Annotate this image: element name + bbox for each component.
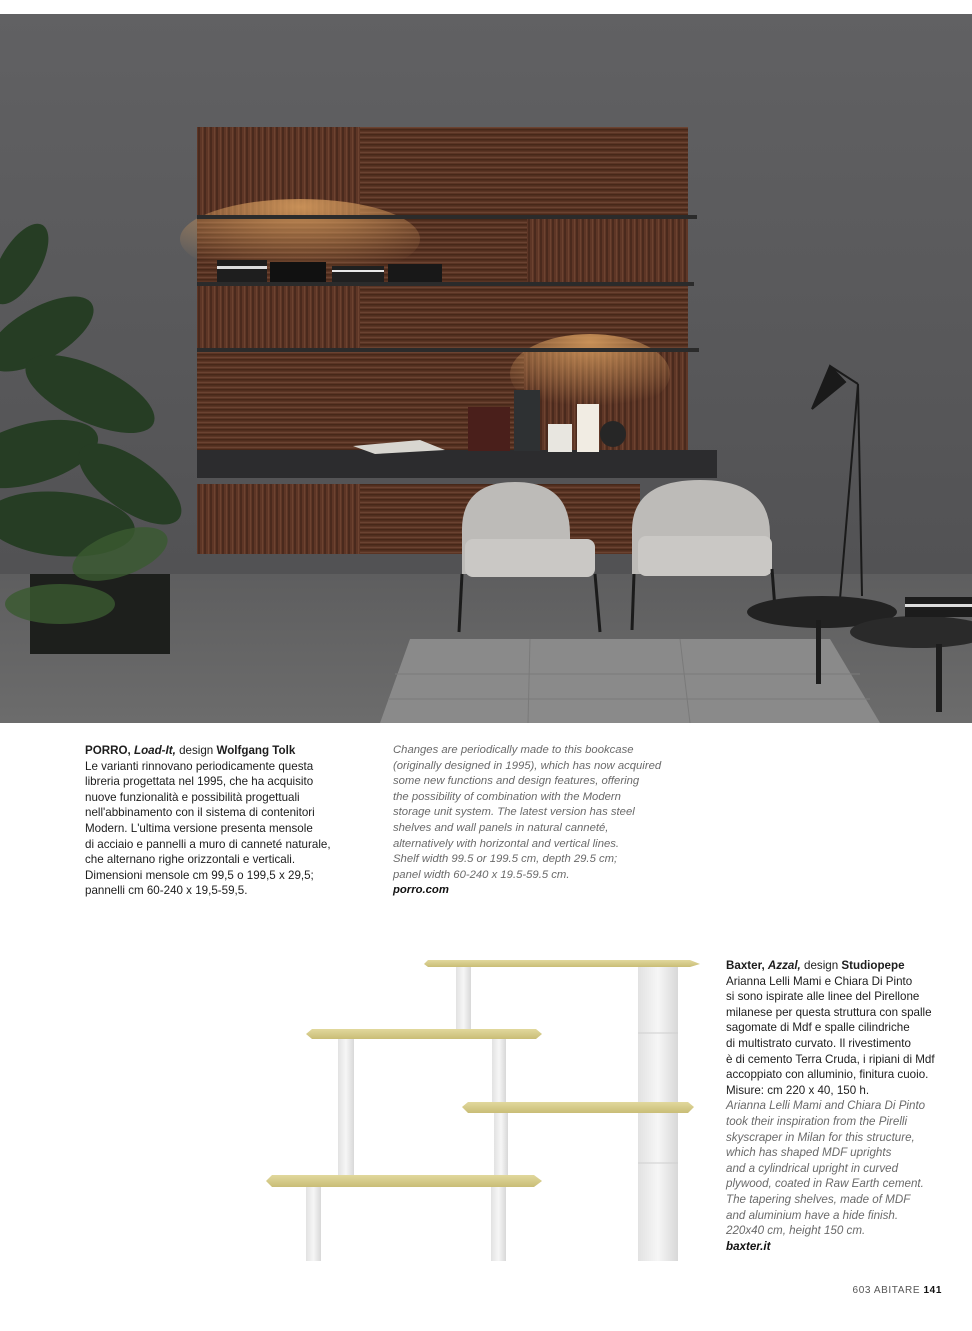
- porro-en-line: alternatively with horizontal and vertical lines.: [393, 837, 620, 850]
- porro-it-line: di acciaio e pannelli a muro di canneté naturale,: [85, 837, 331, 851]
- baxter-designer: Studiopepe: [841, 959, 905, 972]
- upright-bottom-mid: [491, 1183, 506, 1261]
- folio-page-number: 141: [923, 1285, 942, 1296]
- porro-brand: PORRO,: [85, 744, 131, 757]
- baxter-it-line: milanese per questa struttura con spalle: [726, 1005, 932, 1019]
- baxter-brand: Baxter,: [726, 959, 765, 972]
- porro-it-line: nuove funzionalità e possibilità progettuali: [85, 790, 300, 804]
- baxter-it-line: si sono ispirate alle linee del Pirellone: [726, 990, 920, 1004]
- porro-designer: Wolfgang Tolk: [216, 744, 296, 757]
- rug: [380, 639, 880, 723]
- porro-en-line: Shelf width 99.5 or 199.5 cm, depth 29.5 cm;: [393, 853, 618, 866]
- porro-caption-english: [393, 743, 693, 899]
- porro-product: Load-It,: [133, 744, 176, 757]
- baxter-en-line: The tapering shelves, made of MDF: [726, 1192, 911, 1206]
- porro-it-line: Modern. L'ultima versione presenta mensole: [85, 821, 313, 835]
- baxter-en-line: took their inspiration from the Pirelli: [726, 1114, 908, 1128]
- porro-it-line: che alternano righe orizzontali e verticali.: [85, 853, 296, 867]
- porro-en-line: storage unit system. The latest version has steel: [393, 806, 635, 819]
- baxter-en-line: skyscraper in Milan for this structure,: [726, 1130, 915, 1144]
- baxter-azzal-shelf-photo: [260, 955, 705, 1265]
- porro-en-line: Changes are periodically made to this bookcase: [393, 744, 634, 756]
- baxter-it-line: sagomate di Mdf e spalle cilindriche: [726, 1021, 910, 1035]
- porro-en-line: the possibility of combination with the Modern: [393, 790, 621, 803]
- baxter-it-line: Arianna Lelli Mami e Chiara Di Pinto: [726, 974, 913, 988]
- upright-mid-low: [494, 1107, 508, 1181]
- azzal-shelf-illustration: [260, 955, 705, 1265]
- baxter-product: Azzal,: [767, 959, 801, 972]
- porro-it-line: libreria progettata nel 1995, che ha acquisito: [85, 775, 314, 789]
- porro-en-line: panel width 60-240 x 19.5-59.5 cm.: [393, 868, 570, 881]
- shelf-upper: [306, 1029, 542, 1039]
- hero-photo-porro-load-it: [0, 14, 972, 723]
- folio-issue: 603: [852, 1285, 872, 1296]
- porro-en-line: some new functions and design features, offering: [393, 775, 640, 788]
- folio-magazine: ABITARE: [873, 1285, 921, 1296]
- baxter-it-line: di multistrato curvato. Il rivestimento: [726, 1036, 911, 1050]
- porro-it-line: Dimensioni mensole cm 99,5 o 199,5 x 29,5;: [85, 868, 314, 882]
- page-folio: [853, 1285, 942, 1296]
- baxter-en-line: and a cylindrical upright in curved: [726, 1161, 899, 1175]
- shelf-middle: [462, 1102, 694, 1113]
- baxter-en-line: and aluminium have a hide finish.: [726, 1208, 899, 1222]
- porro-it-line: Le varianti rinnovano periodicamente questa: [85, 759, 314, 773]
- porro-it-line: pannelli cm 60-240 x 19,5-59,5.: [85, 884, 248, 898]
- baxter-design-word: design: [804, 959, 839, 972]
- upright-bottom-left: [306, 1183, 321, 1261]
- porro-en-line: (originally designed in 1995), which has now acquired: [393, 759, 662, 772]
- baxter-it-line: è di cemento Terra Cruda, i ripiani di Mdf: [726, 1052, 935, 1066]
- baxter-en-line: 220x40 cm, height 150 cm.: [726, 1224, 866, 1238]
- upright-top: [456, 963, 471, 1031]
- upright-left: [338, 1035, 354, 1181]
- shelf-bottom: [266, 1175, 542, 1187]
- shelf-top: [424, 960, 700, 967]
- baxter-en-line: Arianna Lelli Mami and Chiara Di Pinto: [726, 1099, 926, 1113]
- porro-design-word: design: [179, 744, 214, 757]
- upright-mid: [492, 1035, 506, 1103]
- baxter-it-line: Misure: cm 220 x 40, 150 h.: [726, 1083, 870, 1097]
- baxter-en-line: which has shaped MDF uprights: [726, 1146, 892, 1160]
- room-illustration: [0, 14, 972, 723]
- baxter-caption: [726, 958, 946, 1254]
- porro-heading: [85, 743, 355, 759]
- baxter-it-line: accoppiato con alluminio, finitura cuoio.: [726, 1068, 929, 1082]
- porro-en-line: shelves and wall panels in natural canneté,: [393, 821, 609, 834]
- baxter-heading: [726, 958, 946, 974]
- baxter-url-link[interactable]: baxter.it: [726, 1239, 771, 1253]
- porro-caption-italian: [85, 743, 355, 899]
- wall-panel-system: [180, 127, 688, 554]
- porro-it-line: nell'abbinamento con il sistema di contenitori: [85, 806, 315, 820]
- porro-url-link[interactable]: porro.com: [393, 884, 449, 897]
- baxter-en-line: plywood, coated in Raw Earth cement.: [726, 1177, 924, 1191]
